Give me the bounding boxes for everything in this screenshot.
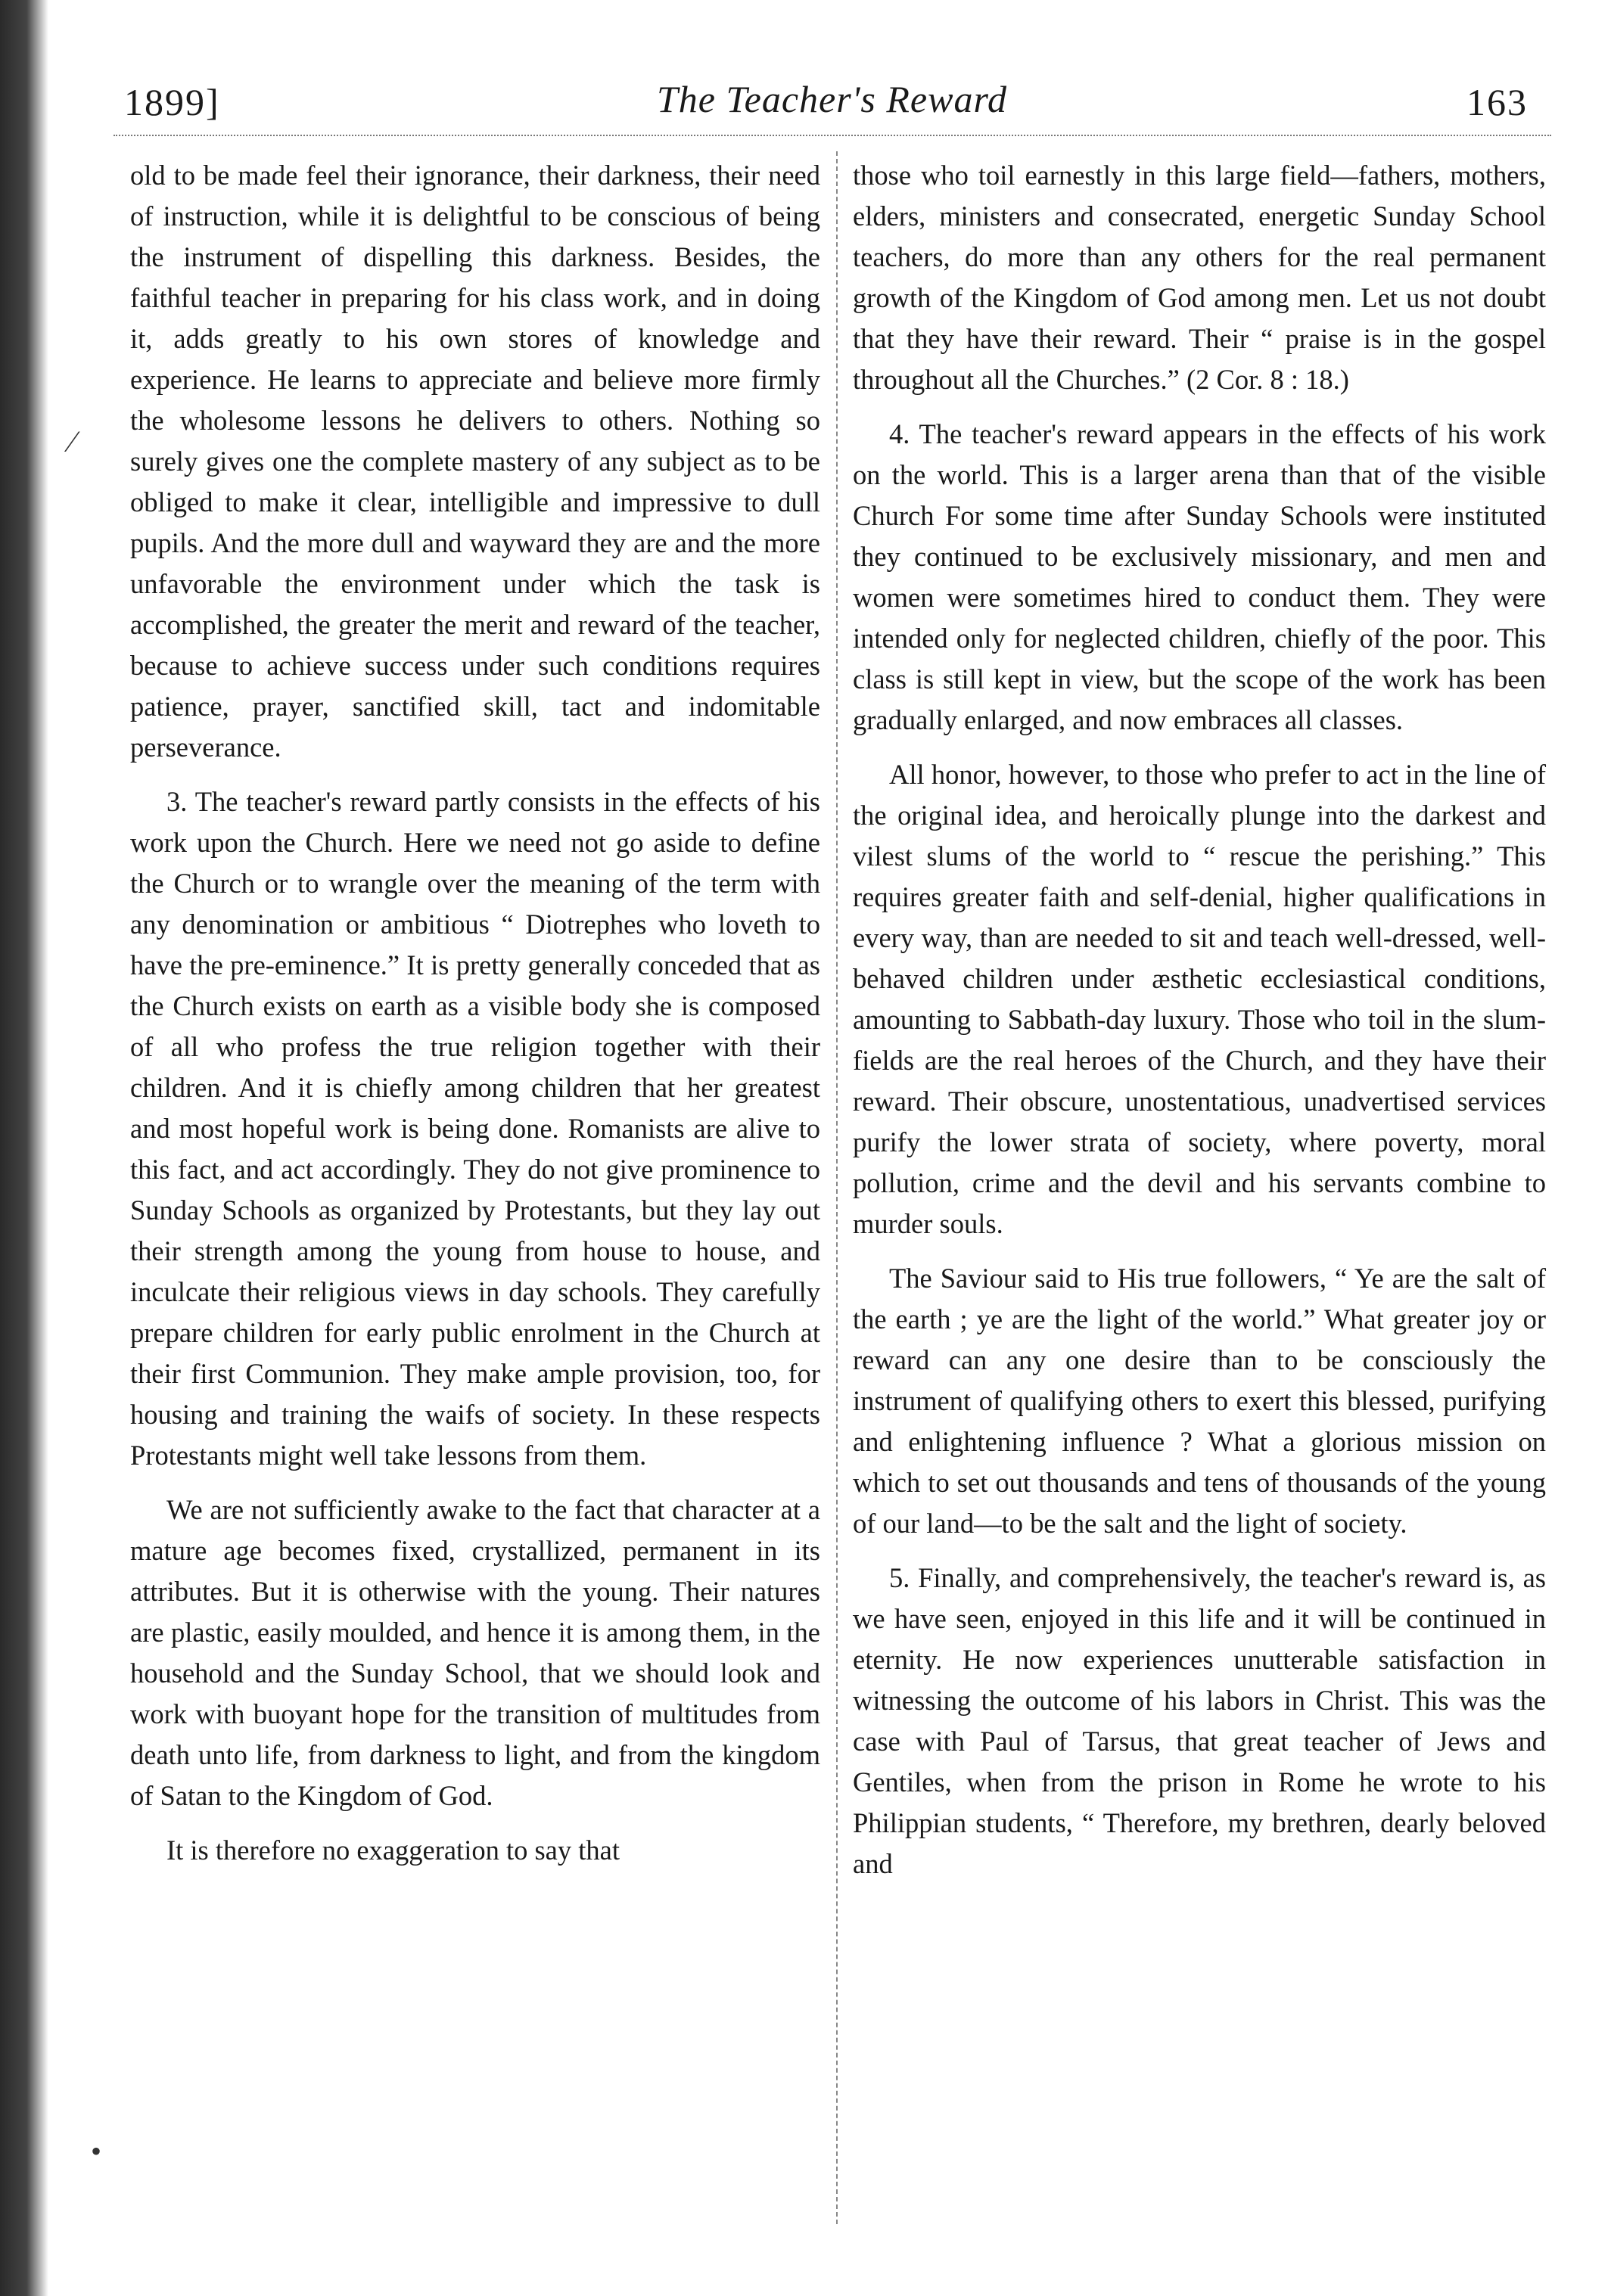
paragraph: those who toil earnestly in this large field—fathers, mothers, elders, ministers and consecrated, energetic Sunday School teachers, do more than any others for the real permanent growth of the Kingdom of God among men. Let us not doubt that they have their reward. Their “ praise is in the gospel throughout all the Churches.” (2 Cor. 8 : 18.)	[853, 160, 1546, 395]
paragraph: 5. Finally, and comprehensively, the teacher's reward is, as we have seen, enjoyed in this life and it will be continued in eternity. He now experiences unutterable satisfaction in witnessing the outcome of his labors in Christ. This was the case with Paul of Tarsus, that great teacher of Jews and Gentiles, when from the prison in Rome he wrote to his Philippian students, “ Therefore, my brethren, dearly beloved and	[853, 1562, 1546, 1879]
paragraph: All honor, however, to those who prefer to act in the line of the original idea, and heroically plunge into the darkest and vilest slums of the world to “ rescue the perishing.” This requires greater faith and self-denial, higher qualifications in every way, than are needed to sit and teach well-dressed, well-behaved children under æsthetic ecclesiastical conditions, amounting to Sabbath-day luxury. Those who toil in the slum-fields are the real heroes of the Church, and they have their reward. Their obscure, unostentatious, unadvertised services purify the lower strata of society, where poverty, moral pollution, crime and the devil and his servants combine to murder souls.	[853, 759, 1546, 1239]
paragraph: 3. The teacher's reward partly consists in the effects of his work upon the Church. Here we need not go aside to define the Church or to wrangle over the meaning of the term with any denomination or ambitious “ Diotrephes who loveth to have the pre-eminence.” It is pretty generally conceded that as the Church exists on earth as a visible body she is composed of all who profess the true religion together with their children. And it is chiefly among children that her greatest and most hopeful work is being done. Romanists are alive to this fact, and act accordingly. They do not give prominence to Sunday Schools as organized by Protestants, but they lay out their strength among the young from house to house, and inculcate their religious views in day schools. They carefully prepare children for early public enrolment in the Church at their first Communion. They make ample provision, too, for housing and training the waifs of society. In these respects Protestants might well take lessons from them.	[130, 786, 820, 1471]
binding-shadow	[0, 0, 48, 2296]
paragraph: We are not sufficiently awake to the fact that character at a mature age becomes fixed, crystallized, permanent in its attributes. But it is otherwise with the young. Their natures are plastic, easily moulded, and hence it is among them, in the household and the Sunday School, that we should look and work with buoyant hope for the transition of multitudes from death unto life, from darkness to light, and from the kingdom of Satan to the Kingdom of God.	[130, 1494, 820, 1811]
column-divider	[836, 151, 838, 2224]
margin-dot: •	[91, 2134, 102, 2168]
header-rule	[114, 135, 1551, 136]
margin-mark: ⁄	[70, 424, 75, 458]
paragraph: old to be made feel their ignorance, their darkness, their need of instruction, while it is delightful to be conscious of being the instrument of dispelling this darkness. Besides, the faithful teacher in preparing for his class work, and in doing it, adds greatly to his own stores of knowledge and experience. He learns to appreciate and believe more firmly the wholesome lessons he delivers to others. Nothing so surely gives one the complete mastery of any subject as to be obliged to make it clear, intelligible and impressive to dull pupils. And the more dull and wayward they are and the more unfavorable the environment under which the task is accomplished, the greater the merit and reward of the teacher, because to achieve success under such conditions requires patience, prayer, sanctified skill, tact and indomitable perseverance.	[130, 160, 820, 763]
right-column	[853, 155, 1546, 1884]
header-title: The Teacher's Reward	[656, 78, 1008, 120]
header-year: 1899]	[124, 81, 220, 123]
running-header	[114, 74, 1550, 135]
page-number: 163	[1466, 81, 1528, 123]
paragraph: It is therefore no exaggeration to say that	[166, 1835, 620, 1866]
paragraph: 4. The teacher's reward appears in the effects of his work on the world. This is a larger arena than that of the visible Church For some time after Sunday Schools were instituted they continued to be exclusively missionary, and men and women were sometimes hired to conduct them. They were intended only for neglected children, chiefly of the poor. This class is still kept in view, but the scope of the work has been gradually enlarged, and now embraces all classes.	[853, 418, 1546, 735]
left-column	[130, 155, 820, 1871]
paragraph: The Saviour said to His true followers, “ Ye are the salt of the earth ; ye are the light of the world.” What greater joy or reward can any one desire than to be consciously the instrument of qualifying others to exert this blessed, purifying and enlightening influence ? What a glorious mission on which to set out thousands and tens of thousands of the young of our land—to be the salt and the light of society.	[853, 1263, 1546, 1539]
